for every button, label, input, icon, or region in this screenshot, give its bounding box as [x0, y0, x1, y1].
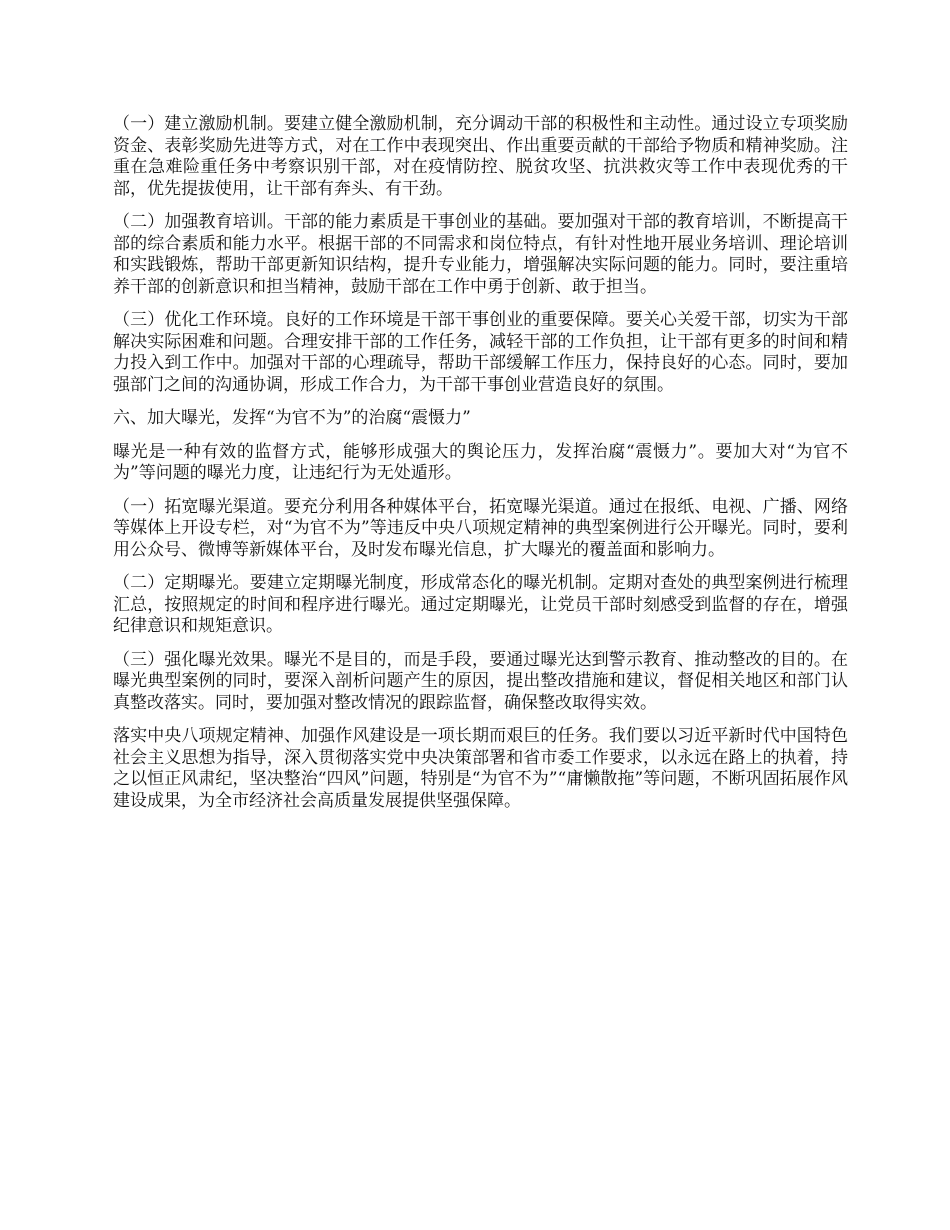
- paragraph-incentive-mechanism: （一）建立激励机制。要建立健全激励机制，充分调动干部的积极性和主动性。通过设立专项奖励资金、表彰奖励先进等方式，对在工作中表现突出、作出重要贡献的干部给予物质和精神奖励。注重在急难险重任务中考察识别干部，对在疫情防控、脱贫攻坚、抗洪救灾等工作中表现优秀的干部，优先提拔使用，让干部有奔头、有干劲。: [113, 114, 848, 199]
- document-body: [113, 114, 848, 824]
- paragraph-conclusion: 落实中央八项规定精神、加强作风建设是一项长期而艰巨的任务。我们要以习近平新时代中国特色社会主义思想为指导，深入贯彻落实党中央决策部署和省市委工作要求，以永远在路上的执着，持之以恒正风肃纪，坚决整治“四风”问题，特别是“为官不为”“庸懒散拖”等问题，不断巩固拓展作风建设成果，为全市经济社会高质量发展提供坚强保障。: [113, 726, 848, 811]
- section-heading-exposure: 六、加大曝光，发挥“为官不为”的治腐“震慑力”: [113, 408, 471, 428]
- paragraph-regular-exposure: （二）定期曝光。要建立定期曝光制度，形成常态化的曝光机制。定期对查处的典型案例进行梳理汇总，按照规定的时间和程序进行曝光。通过定期曝光，让党员干部时刻感受到监督的存在，增强纪律意识和规矩意识。: [113, 573, 848, 636]
- paragraph-exposure-effect: （三）强化曝光效果。曝光不是目的，而是手段，要通过曝光达到警示教育、推动整改的目的。在曝光典型案例的同时，要深入剖析问题产生的原因，提出整改措施和建议，督促相关地区和部门认真整改落实。同时，要加强对整改情况的跟踪监督，确保整改取得实效。: [113, 649, 848, 713]
- paragraph-work-environment: （三）优化工作环境。良好的工作环境是干部干事创业的重要保障。要关心关爱干部，切实为干部解决实际困难和问题。合理安排干部的工作任务，减轻干部的工作负担，让干部有更多的时间和精力投入到工作中。加强对干部的心理疏导，帮助干部缓解工作压力，保持良好的心态。同时，要加强部门之间的沟通协调，形成工作合力，为干部干事创业营造良好的氛围。: [113, 310, 848, 395]
- paragraph-exposure-channels: （一）拓宽曝光渠道。要充分利用各种媒体平台，拓宽曝光渠道。通过在报纸、电视、广播、网络等媒体上开设专栏，对“为官不为”等违反中央八项规定精神的典型案例进行公开曝光。同时，要利用公众号、微博等新媒体平台，及时发布曝光信息，扩大曝光的覆盖面和影响力。: [113, 496, 848, 560]
- paragraph-exposure-intro: 曝光是一种有效的监督方式，能够形成强大的舆论压力，发挥治腐“震慑力”。要加大对“为官不为”等问题的曝光力度，让违纪行为无处遁形。: [113, 441, 848, 483]
- paragraph-education-training: （二）加强教育培训。干部的能力素质是干事创业的基础。要加强对干部的教育培训，不断提高干部的综合素质和能力水平。根据干部的不同需求和岗位特点，有针对性地开展业务培训、理论培训和实践锻炼，帮助干部更新知识结构，提升专业能力，增强解决实际问题的能力。同时，要注重培养干部的创新意识和担当精神，鼓励干部在工作中勇于创新、敢于担当。: [113, 212, 848, 297]
